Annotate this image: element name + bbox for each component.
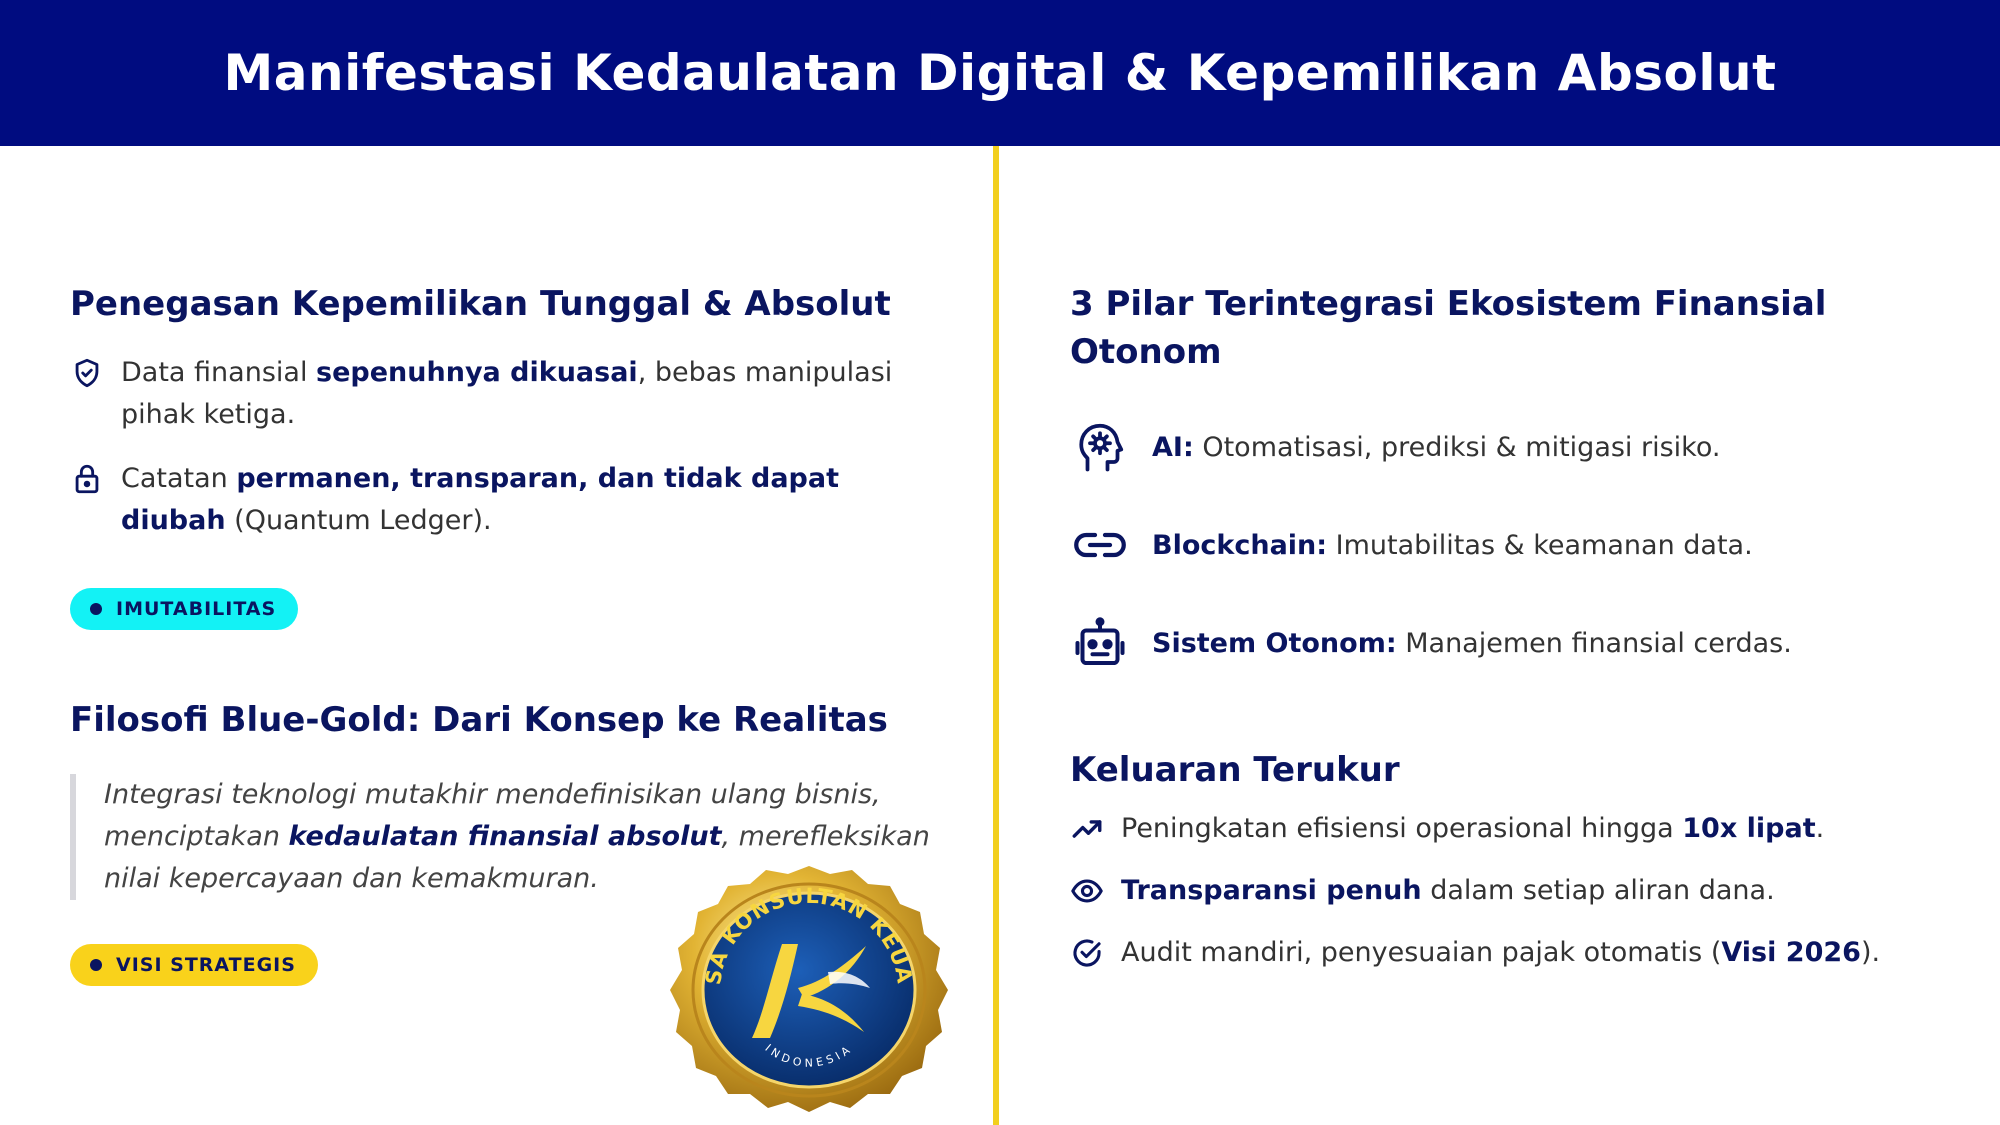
eye-icon <box>1070 874 1104 908</box>
column-divider <box>993 146 999 1125</box>
ownership-bullet <box>70 352 950 436</box>
right-column <box>1070 280 1930 974</box>
pillars-title: 3 Pilar Terintegrasi Ekosistem Finansial Otonom <box>1070 284 1827 372</box>
page-title: Manifestasi Kedaulatan Digital & Kepemilikan Absolut <box>223 44 1777 102</box>
shield-check-icon <box>70 356 104 390</box>
philosophy-title: Filosofi Blue-Gold: Dari Konsep ke Realitas <box>70 700 888 740</box>
immutability-badge <box>70 588 298 630</box>
pillar-item <box>1070 496 1930 594</box>
svg-text:PT. JASA KONSULTAN KEUANGAN: SA KONSULTAN KEUA <box>701 883 917 987</box>
output-item <box>1070 932 1930 974</box>
ai-head-icon <box>1070 417 1130 477</box>
company-seal-logo <box>652 862 966 1116</box>
output-text: Audit mandiri, penyesuaian pajak otomatis (Visi 2026). <box>1121 937 1881 968</box>
link-icon <box>1070 515 1130 575</box>
pillar-item <box>1070 398 1930 496</box>
ownership-bullet-text: Data finansial sepenuhnya dikuasai, bebas manipulasi pihak ketiga. <box>121 357 893 430</box>
strategic-vision-badge <box>70 944 318 986</box>
trending-up-icon <box>1070 812 1104 846</box>
ownership-bullet <box>70 458 950 542</box>
badge-dot <box>90 959 102 971</box>
pillar-text: Blockchain: Imutabilitas & keamanan data. <box>1152 529 1753 561</box>
ownership-bullet-text: Catatan permanen, transparan, dan tidak dapat diubah (Quantum Ledger). <box>121 463 840 536</box>
svg-text:INDONESIA: INDONESIA <box>762 1041 856 1070</box>
philosophy-quote: Integrasi teknologi mutakhir mendefinisikan ulang bisnis, menciptakan kedaulatan finansial absolut, merefleksikan nilai kepercayaan dan kemakmuran. <box>70 774 950 900</box>
header-banner <box>0 0 2000 146</box>
pillar-text: Sistem Otonom: Manajemen finansial cerdas. <box>1152 627 1792 659</box>
ownership-title: Penegasan Kepemilikan Tunggal & Absolut <box>70 284 891 324</box>
outputs-title: Keluaran Terukur <box>1070 750 1400 790</box>
check-circle-icon <box>1070 936 1104 970</box>
badge-label: IMUTABILITAS <box>116 598 277 620</box>
pillar-item <box>1070 594 1930 692</box>
output-text: Transparansi penuh dalam setiap aliran dana. <box>1121 875 1775 906</box>
badge-dot <box>90 603 102 615</box>
output-text: Peningkatan efisiensi operasional hingga 10x lipat. <box>1121 813 1825 844</box>
robot-icon <box>1070 613 1130 673</box>
badge-label: VISI STRATEGIS <box>116 954 296 976</box>
pillar-text: AI: Otomatisasi, prediksi & mitigasi risiko. <box>1152 431 1721 463</box>
output-item <box>1070 870 1930 912</box>
lock-icon <box>70 462 104 496</box>
output-item <box>1070 808 1930 850</box>
